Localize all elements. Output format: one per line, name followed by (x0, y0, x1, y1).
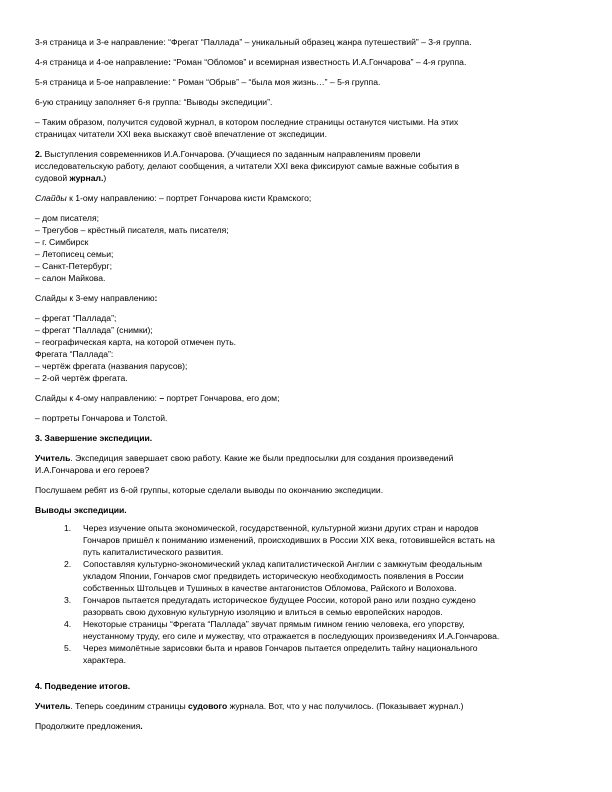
list-item: – портреты Гончарова и Толстой. (35, 413, 168, 423)
bold-dash: – (159, 393, 165, 403)
slides-direction-1-heading (35, 192, 311, 204)
paragraph-text: “Роман “Обломов” и всемирная известность И.А.Гончарова” – 4-я группа. (171, 57, 467, 67)
paragraph-text: . Экспедиция завершает свою работу. Какие же были предпосылки для создания произведений (70, 453, 454, 463)
conclusions-heading: Выводы экспедиции. (35, 505, 127, 515)
paragraph-continue (35, 720, 143, 732)
teacher-question-line-2: И.А.Гончарова и его героев? (35, 465, 150, 475)
paragraph-text: 4-я страница и 4-ое направление (35, 57, 169, 67)
paragraph-journal-line-1: – Таким образом, получится судовой журнал, в котором последние страницы останутся чистыми. На этих (35, 117, 459, 127)
list-item: – дом писателя; (35, 213, 99, 223)
list-number: 5. (64, 643, 72, 653)
list-item: – Летописец семьи; (35, 249, 114, 259)
list-number: 1. (64, 523, 72, 533)
list-number: 3. (64, 595, 72, 605)
list-item-line: Через изучение опыта экономической, государственной, культурной жизни других стран и народов (83, 523, 479, 533)
list-item: – фрегат “Паллада” (снимки); (35, 325, 153, 335)
teacher-label: Учитель (35, 701, 71, 711)
list-item-line: Сопоставляя культурно-экономический уклад капиталистической Англии с замкнутым феодальным (83, 559, 483, 569)
paragraph-text: 3-я страница и 3-е направление: “Фрегат “Паллада” – уникальный образец жанра путешествий” – 3-я группа. (35, 37, 472, 47)
paragraph-text: Слайды к 3-ему направлению (35, 293, 155, 303)
section-heading-summary: 4. Подведение итогов. (35, 681, 131, 691)
paragraph-text: к 1-ому направлению: – портрет Гончарова кисти Крамского; (66, 193, 312, 203)
list-item: – 2-ой чертёж фрегата. (35, 373, 128, 383)
italic-label: Слайды (35, 193, 67, 203)
list-item-line: неустанному труду, его силе и мужеству, что отражается в последующих произведениях И.А.Гончарова. (83, 631, 500, 641)
paragraph-journal-line-2: страницах читатели XXI века выскажут своё впечатление от экспедиции. (35, 129, 327, 139)
bold-colon: : (154, 293, 158, 303)
bold-period: . (140, 721, 143, 731)
list-item-line: собственных Штольцев и Тушиных в качестве антагонистов Обломова, Райского и Волохова. (83, 583, 457, 593)
paragraph-text: журнала. Вот, что у нас получилось. (Показывает журнал.) (227, 701, 464, 711)
list-item: Фрегата “Паллада”: (35, 349, 114, 359)
paragraph-text: 6-ую страницу заполняет 6-я группа: “Выводы экспедиции”. (35, 97, 273, 107)
bold-word: судового (188, 701, 228, 711)
paragraph-text: Слайды к 4-ому направлению: (35, 393, 160, 403)
paragraph-text: Выступления современников И.А.Гончарова. (Учащиеся по заданным направлениям провели (42, 149, 421, 159)
paragraph-text: Продолжите предложения (35, 721, 141, 731)
list-item: – географическая карта, на которой отмечен путь. (35, 337, 237, 347)
paragraph-listen: Послушаем ребят из 6-ой группы, которые сделали выводы по окончанию экспедиции. (35, 485, 384, 495)
paragraph-direction-5 (35, 76, 380, 88)
teacher-question-line-1 (35, 452, 453, 464)
paragraph-direction-6 (35, 96, 272, 108)
list-number: 2. (64, 559, 72, 569)
list-number: 4. (64, 619, 72, 629)
list-item-line: Гончаров пришёл к пониманию изменений, происходивших в России XIX века, готовившейся встать на (83, 535, 495, 545)
paragraph-text: портрет Гончарова, его дом; (164, 393, 280, 403)
list-item: – Трегубов – крёстный писателя, мать писателя; (35, 225, 229, 235)
list-item-line: разорвать свою духовную культурную изоляцию и влиться в семью европейских народов. (83, 607, 443, 617)
section-heading-completion: 3. Завершение экспедиции. (35, 433, 153, 443)
list-item-line: Некоторые страницы “Фрегата “Паллада” звучат прямым гимном гению человека, его упорству, (83, 619, 465, 629)
paragraph-direction-3 (35, 36, 472, 48)
list-item-line: Гончаров пытается предугадать историческое будущее России, которой рано или поздно суждено (83, 595, 476, 605)
list-item: – г. Симбирск (35, 237, 89, 247)
teacher-label: Учитель (35, 453, 71, 463)
bold-colon: : (168, 57, 171, 67)
slides-direction-3-heading (35, 292, 157, 304)
paragraph-speeches-line-3 (35, 172, 106, 184)
list-item-line: путь капиталистического развития. (83, 547, 224, 557)
paragraph-direction-4 (35, 56, 466, 68)
section-number: 2. (35, 149, 43, 159)
paragraph-speeches-line-2: исследовательскую работу, делают сообщения, а читатели XXI века фиксируют самые важные события в (35, 161, 460, 171)
teacher-journal-line (35, 700, 464, 712)
paragraph-text: 5-я страница и 5-ое направление: “ Роман “Обрыв” – “была моя жизнь…” – 5-я группа. (35, 77, 381, 87)
list-item: – салон Майкова. (35, 273, 106, 283)
list-item: – чертёж фрегата (названия парусов); (35, 361, 188, 371)
list-item: – фрегат “Паллада”; (35, 313, 117, 323)
bold-word: журнал. (69, 173, 104, 183)
paragraph-text: . Теперь соединим страницы (70, 701, 189, 711)
paragraph-text: ) (103, 173, 107, 183)
paragraph-speeches-line-1 (35, 148, 420, 160)
list-item-line: Через мимолётные зарисовки быта и нравов Гончаров пытается определить тайну национального (83, 643, 478, 653)
list-item: – Санкт-Петербург; (35, 261, 112, 271)
paragraph-text: судовой (35, 173, 70, 183)
slides-direction-4-heading (35, 392, 279, 404)
list-item-line: укладом Японии, Гончаров смог предвидеть историческую необходимость появления в России (83, 571, 464, 581)
list-item-line: характера. (83, 655, 126, 665)
